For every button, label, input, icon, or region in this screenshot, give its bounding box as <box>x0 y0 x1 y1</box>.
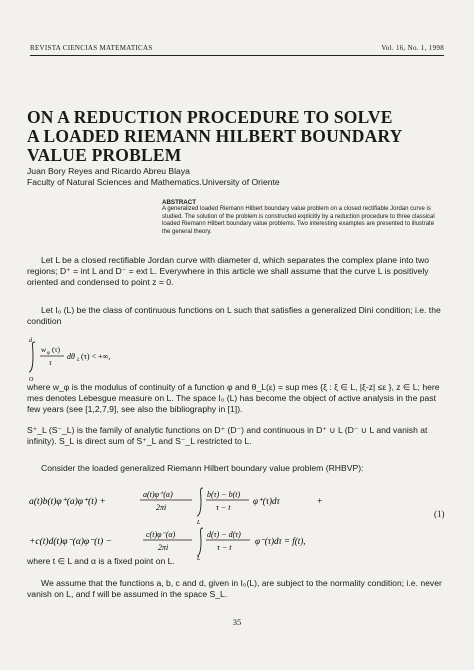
paragraph-6-text: where t ∈ L and α is a fixed point on L. <box>27 556 175 566</box>
svg-text:L: L <box>197 520 201 526</box>
svg-text:(τ): (τ) <box>52 345 61 354</box>
paragraph-1-text: Let L be a closed rectifiable Jordan curve with diameter d, which separates the complex plane into two regions; D⁺ = int L and D⁻ = ext L. Everywhere in this article we shall assume that the curve L is positively oriented and condensed to point z = 0. <box>27 255 430 287</box>
svg-text:τ: τ <box>49 358 52 367</box>
svg-text:φ⁻(τ)dτ = f(t),: φ⁻(τ)dτ = f(t), <box>255 536 306 546</box>
abstract <box>162 199 444 236</box>
paragraph-4 <box>27 425 451 447</box>
header-rule <box>30 55 444 56</box>
svg-text:dθ: dθ <box>67 352 75 361</box>
svg-text:d: d <box>29 338 32 344</box>
dini-condition-formula <box>27 334 227 384</box>
svg-text:a(t)b(t)φ⁺(a)φ⁺(t) +: a(t)b(t)φ⁺(a)φ⁺(t) + <box>29 497 106 507</box>
volume-info: Vol. 16, No. 1, 1998 <box>381 44 444 52</box>
title-line-1: ON A REDUCTION PROCEDURE TO SOLVE <box>27 107 393 127</box>
abstract-heading: ABSTRACT <box>162 199 197 206</box>
journal-name: REVISTA CIENCIAS MATEMATICAS <box>30 44 153 52</box>
equation-number: (1) <box>434 509 445 519</box>
paragraph-6 <box>27 556 451 567</box>
svg-text:φ: φ <box>47 351 50 356</box>
paragraph-3-text: where w_φ is the modulus of continuity of a function φ and θ_L(ε) = sup mes {ξ : ξ ∈ L, |ξ-z| ≤ε }, z ∈ L; here mes denotes Lebesgue measure on L. The space I₀ (L) has become the object of active analysis in the past few years (see [1,2,7,9], see also the bibliography in [1]). <box>27 382 440 414</box>
title-line-2: A LOADED RIEMANN HILBERT BOUNDARY <box>27 126 403 146</box>
rhbvp-equation <box>27 478 452 560</box>
svg-text:2πi: 2πi <box>156 503 167 512</box>
paper-title <box>27 108 447 165</box>
author-block <box>27 166 280 188</box>
svg-text:+: + <box>317 497 323 507</box>
paragraph-3 <box>27 382 451 414</box>
svg-text:d(τ) − d(τ): d(τ) − d(τ) <box>207 530 241 539</box>
svg-text:O: O <box>29 377 34 383</box>
svg-text:φ⁺(τ)dτ: φ⁺(τ)dτ <box>253 496 280 506</box>
affiliation: Faculty of Natural Sciences and Mathematics.University of Oriente <box>27 177 280 187</box>
svg-text:2πi: 2πi <box>158 543 169 552</box>
svg-text:τ − t: τ − t <box>216 503 231 512</box>
svg-text:L: L <box>77 358 80 363</box>
svg-text:a(t)φ⁺(α): a(t)φ⁺(α) <box>143 490 173 499</box>
svg-text:b(τ) − b(t): b(τ) − b(t) <box>207 490 241 499</box>
authors: Juan Bory Reyes and Ricardo Abreu Blaya <box>27 166 190 176</box>
page-number: 35 <box>232 617 242 627</box>
paragraph-5 <box>27 463 451 474</box>
paragraph-1 <box>27 255 451 287</box>
paragraph-2-text: Let I₀ (L) be the class of continuous functions on L such that satisfies a generalized Dini condition; i.e. the condition <box>27 305 441 326</box>
svg-text:+c(t)d(t)φ⁻(α)φ⁻(t) −: +c(t)d(t)φ⁻(α)φ⁻(t) − <box>29 537 112 547</box>
paragraph-7 <box>27 578 451 600</box>
paragraph-5-text: Consider the loaded generalized Riemann Hilbert boundary value problem (RHBVP): <box>41 463 364 473</box>
title-line-3: VALUE PROBLEM <box>27 145 182 165</box>
svg-text:τ − t: τ − t <box>217 543 232 552</box>
abstract-text: A generalized loaded Riemann Hilbert boundary value problem on a closed rectifiable Jordan curve is studied. The solution of the problem is constructed explicitly by a reduction procedure to three classical loaded Riemann Hilbert boundary value problems. Two interesting examples are presented to illustrate the general theory. <box>162 206 435 235</box>
svg-text:(τ) < +∞,: (τ) < +∞, <box>81 352 111 361</box>
svg-text:L: L <box>197 556 201 560</box>
svg-text:w: w <box>41 345 47 354</box>
svg-text:c(t)φ⁻(α): c(t)φ⁻(α) <box>146 530 176 539</box>
paragraph-4-text: S⁺_L (S⁻_L) is the family of analytic functions on D⁺ (D⁻) and continuous in D⁺ ∪ L (D⁻ ∪ L and vanish at infinity). S_L is direct sum of S⁺_L and S⁻_L restricted to L. <box>27 425 428 446</box>
paragraph-7-text: We assume that the functions a, b, c and d, given in I₀(L), are subject to the normality condition; i.e. never vanish on L, and f will be assumed in the space S_L. <box>27 578 442 599</box>
paragraph-2 <box>27 305 451 327</box>
